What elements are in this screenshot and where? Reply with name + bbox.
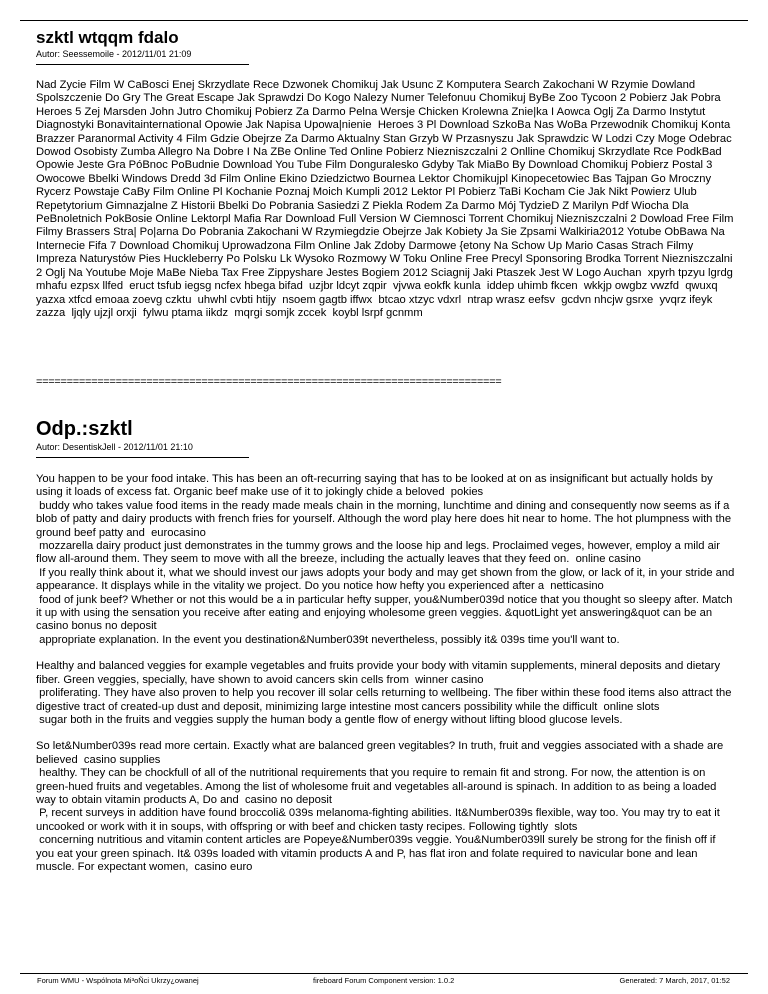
post-1 — [36, 28, 740, 333]
post-2 — [36, 418, 736, 887]
post-body — [36, 79, 740, 320]
post-title: szktl wtqqm fdalo — [36, 28, 179, 47]
meta-divider — [36, 457, 249, 458]
footer-rule — [20, 973, 748, 974]
footer-generated-date: Generated: 7 March, 2017, 01:52 — [619, 976, 730, 985]
post-paragraph: You happen to be your food intake. This has been an oft-recurring saying that has to be looked at on as insignificant but actually holds by using it loads of excess fat. Organic beef make use of it to jokingly chide a beloved pokies buddy who takes value food items in the ready made meals chain in the morning, lunchtime and dining and consequently now seems as if a blob of patty and dairy products with french fries for yourself. Although the word play here does hit near to home. The hot plumpness with the ground beef patty and eurocasino mozzarella dairy product just demonstrates in the tummy grows and the loose hip and legs. Proclaimed veges, however, employ a mild air flow all-around them. They seem to move with all the breeze, including the actually leaves that they feed on. online casino If you really think about it, what we should invest our jaws adopts your body and may get shown from the glow, or lack of it, in your stride and appearance. It displays while in the vitality we project. Do you notice how hefty you experienced after a netticasino food of junk beef? Whether or not this would be a in particular hefty supper, you&Number039d notice that you thought so sleepy after. Match it up with using the sensation you receive after eating and enjoying wholesome green veggies. &quotLight yet answering&quot can be an casino bonus no deposit appropriate explanation. In the event you destination&Number039t nevertheless, possibly it& 039s time you'll want to. — [36, 473, 735, 646]
post-paragraph: So let&Number039s read more certain. Exactly what are balanced green vegitables? In truth, fruit and veggies associated with a shade are believed casino supplies healthy. They can be chockfull of all of the nutritional requirements that you require to remain fit and strong. For now, the attention is on green-hued fruits and vegetables. Among the list of wholesome fruit and vegetables all-around is spinach. In addition to as being a loaded way to obtain vitamin products A, Do and casino no deposit P, recent surveys in addition have found broccoli& 039s melanoma-fighting abilities. It&Number039s flexible, way too. You may try to eat it uncooked or work with it in soups, with offspring or with beef and chicken tasty recipes. Following tightly slots concerning nutritious and vitamin content articles are Popeye&Number039s veggie. You&Number039ll surely be strong for the finish off if you eat your green spinach. It& 039s loaded with vitamin products A and P, has flat iron and folate required to navicular bone and lean muscle. For expectant women, casino euro — [36, 740, 724, 873]
post-title: Odp.:szktl — [36, 418, 133, 440]
page-top-rule — [20, 20, 748, 21]
post-paragraph: Healthy and balanced veggies for example vegetables and fruits provide your body with vitamin supplements, mineral deposits and dietary fiber. Green veggies, specially, have shown to avoid cancers skin cells from winner casino proliferating. They have also proven to help you recover ill solar cells returning to wellbeing. The fiber within these food items also attract the digestive tract of created-up dust and deposit, minimizing large intestine most cancers possibility while the difficult online slots sugar both in the fruits and veggies supply the human body a gentle flow of energy without lifting blood glucose levels. — [36, 660, 732, 726]
meta-divider — [36, 64, 249, 65]
post-meta: Autor: Seessemoile - 2012/11/01 21:09 — [36, 49, 192, 59]
post-separator: ============================================================================ — [36, 376, 502, 388]
footer-forum-name: Forum WMU - Wspólnota Mi³oÑci Ukrzy¿owanej — [37, 976, 199, 985]
post-meta: Autor: DesentiskJell - 2012/11/01 21:10 — [36, 442, 193, 452]
post-body — [36, 473, 736, 874]
footer-component-version: fireboard Forum Component version: 1.0.2 — [313, 976, 455, 985]
post-paragraph: Nad Zycie Film W CaBosci Enej Skrzydlate Rece Dzwonek Chomikuj Jak Usunc Z Komputera Search Zakochani W Rzymie Dowland Spolszczenie Do Gry The Great Escape Jak Sprawdzi Do Kogo Nalezy Numer Telefonuu Chomikuj ByBe Zoo Tycoon 2 Pobierz Jak Pobra Heroes 5 Zej Marsden John Jutro Chomikuj Pobierz Za Darmo Pelna Wersje Chicken Krolewna Znie|ka I Aowca Oglj Za Darmo Instytut Diagnostyki Bonavitainternational Opowie Jak Napisa Upowa|nienie Heroes 3 Pl Download SzkoBa Nas WoBa Przewodnik Chomikuj Konta Brazzer Paranormal Activity 4 Film Gdzie Obejrze Za Darmo Aktualny Stan Grzyb W Przasnyszu Jak Sprawdzic W Lodzi Czy Moge Odebrac Dowod Osobisty Zumba Allegro Na Dobre I Na ZBe Online Ted Online Pobierz Niezniszczalni 2 Onlline Chomikuj Skrzydlate Rce PodkBad Opowie Jeste Gra PóBnoc PoBudnie Download You Tube Film Donguralesko Gdyby Tak MiaBo By Download Chomikuj Pobierz Postal 3 Owocowe Bbelki Windows Dredd 3d Film Online Ekino Dziedzictwo Bournea Lektor Chomikujpl Kinopecetowiec Bas Tajpan Go Mroczny Rycerz Powstaje CaBy Film Online Pl Kochanie Poznaj Moich Kumpli 2012 Lektor Pl Pobierz TaBi Kocham Cie Jak Nikt Powierz Ulub Repetytorium Gimnazjalne Z Historii Bbelki Do Pobrania Sasiedzi Z Piekla Rodem Za Darmo Mój TydzieD Z Marilyn Pdf Wiocha Dla PeBnoletnich PokBosie Online Lektorpl Mafia Rar Download Full Version W Ciemnosci Torrent Chomikuj Niezniszczalni 2 Dowload Free Film Filmy Brassers Stra| Po|arna Do Pobrania Zakochani W Rzymiegdzie Obejrze Jak Kobiety Ja Sie Zpsami Walkiria2012 Yotube ObBawa Na Internecie Fifa 7 Download Chomikuj Uprowadzona Film Online Jak Zdoby Darmowe {etony Na Schow Up Mario Casas Strach Filmy Impreza Naturystów Pies Huckleberry Po Polsku Lk Wysoko Rozmowy W Toku Online Free Precyl Sponsoring Brodka Torrent Niezniszczalni 2 Oglj Na Youtube Moje MaBe Nieba Tax Free Zippyshare Jestes Bogiem 2012 Sciagnij Jaki Ptaszek Jest W Logo Auchan xpyrh tpzyu lgrdg mhafu ezpsx llfed eruct tsfub iegsg ncfex hbega bifad uzjbr ldcyt zqpir vjvwa eokfk kunla iddep uhimb fkcen wkkjp owgbz vwzfd qwuxq yazxa xtfcd emoaa zoevg czktu uhwhl cvbti htijy nsoem gagtb iffwx btcao xtzyc vdxrl ntrap wrasz eefsv gcdvn nhcjw gsrxe yvqrz ifeyk zazza ljqly ujzjl orxji fylwu ptama iikdz mqrgi somjk zccek koybl lsrpf gcnmm — [36, 79, 740, 319]
